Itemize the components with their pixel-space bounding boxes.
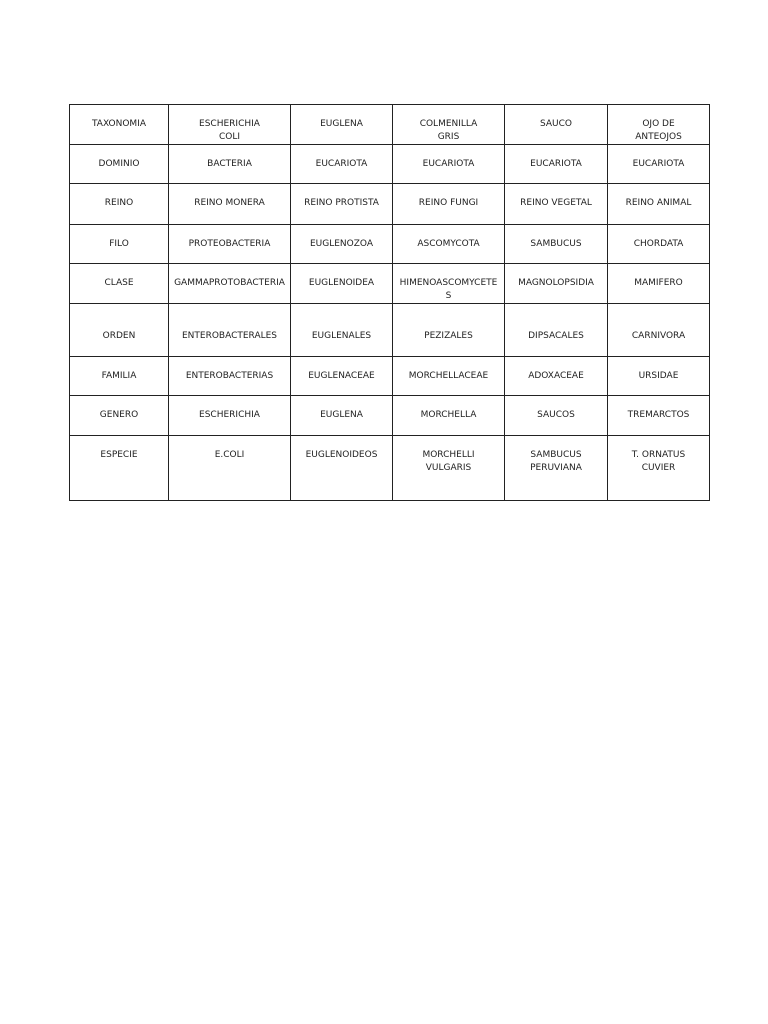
- table-row: [70, 264, 710, 304]
- cell-text: SAMBUCUS PERUVIANA: [530, 450, 582, 473]
- table-cell: [291, 184, 393, 225]
- table-cell: [505, 184, 608, 225]
- table-cell: [505, 264, 608, 304]
- cell-text: MORCHELLA: [420, 410, 477, 420]
- table-cell: [70, 357, 169, 396]
- table-cell: [393, 145, 505, 184]
- table-cell: [169, 304, 291, 357]
- table-cell: [393, 436, 505, 501]
- table-cell: [505, 396, 608, 436]
- table-cell: [505, 145, 608, 184]
- table-row: [70, 225, 710, 264]
- cell-text: REINO FUNGI: [418, 198, 479, 208]
- table-cell: [505, 225, 608, 264]
- cell-text: DIPSACALES: [528, 331, 584, 341]
- table-cell: [608, 304, 710, 357]
- cell-text: MORCHELLI VULGARIS: [422, 450, 475, 473]
- cell-text: REINO ANIMAL: [625, 198, 692, 208]
- table-cell: [70, 184, 169, 225]
- cell-text: ASCOMYCOTA: [417, 239, 480, 249]
- cell-text: EUCARIOTA: [530, 159, 582, 169]
- table-row: [70, 304, 710, 357]
- cell-text: REINO MONERA: [194, 198, 265, 208]
- cell-text: T. ORNATUS CUVIER: [631, 450, 686, 473]
- table-cell: [169, 396, 291, 436]
- table-cell: [291, 264, 393, 304]
- table-cell: [393, 264, 505, 304]
- table-cell: [70, 145, 169, 184]
- table-cell: [608, 184, 710, 225]
- cell-text: ENTEROBACTERALES: [181, 331, 278, 341]
- cell-text: TAXONOMIA: [91, 119, 147, 129]
- table-cell: [70, 396, 169, 436]
- cell-text: EUGLENA: [320, 119, 363, 129]
- table-cell: [169, 105, 291, 145]
- cell-text: ESCHERICHIA: [199, 410, 260, 420]
- table-cell: [70, 304, 169, 357]
- cell-text: EUGLENOZOA: [309, 239, 373, 249]
- table-cell: [70, 436, 169, 501]
- table-cell: [505, 304, 608, 357]
- table-cell: [70, 264, 169, 304]
- cell-text: SAUCO: [540, 119, 572, 129]
- cell-text: EUGLENA: [320, 410, 363, 420]
- cell-text: OJO DE ANTEOJOS: [635, 119, 682, 142]
- table-cell: [291, 105, 393, 145]
- cell-text: EUGLENACEAE: [308, 371, 375, 381]
- cell-text: COLMENILLA GRIS: [419, 119, 478, 142]
- cell-text: EUCARIOTA: [422, 159, 475, 169]
- table-row: [70, 145, 710, 184]
- table-cell: [169, 436, 291, 501]
- table-cell: [608, 264, 710, 304]
- cell-text: ADOXACEAE: [528, 371, 584, 381]
- cell-text: PEZIZALES: [424, 331, 473, 341]
- table-cell: [169, 225, 291, 264]
- cell-text: EUGLENOIDEA: [308, 278, 375, 288]
- cell-text: URSIDAE: [638, 371, 679, 381]
- table-row: [70, 357, 710, 396]
- cell-text: REINO VEGETAL: [520, 198, 592, 208]
- table-header-row: [70, 105, 710, 145]
- table-cell: [505, 436, 608, 501]
- cell-text: E.COLI: [214, 450, 245, 460]
- table-cell: [169, 264, 291, 304]
- cell-text: CHORDATA: [633, 239, 684, 249]
- table-cell: [291, 357, 393, 396]
- table-cell: [291, 304, 393, 357]
- table-cell: [169, 145, 291, 184]
- cell-text: EUCARIOTA: [632, 159, 685, 169]
- taxonomy-table: [69, 104, 710, 501]
- cell-text: SAUCOS: [537, 410, 575, 420]
- table-cell: [608, 145, 710, 184]
- table-cell: [169, 184, 291, 225]
- table-row: [70, 396, 710, 436]
- cell-text: ORDEN: [102, 331, 136, 341]
- cell-text: BACTERIA: [207, 159, 252, 169]
- table-cell: [393, 184, 505, 225]
- cell-text: HIMENOASCOMYCETE S: [399, 278, 498, 301]
- table-cell: [608, 105, 710, 145]
- cell-text: EUGLENALES: [311, 331, 372, 341]
- table-cell: [608, 436, 710, 501]
- cell-text: ENTEROBACTERIAS: [185, 371, 274, 381]
- table-cell: [291, 396, 393, 436]
- cell-text: PROTEOBACTERIA: [188, 239, 271, 249]
- cell-text: GENERO: [99, 410, 139, 420]
- table-row: [70, 436, 710, 501]
- table-row: [70, 184, 710, 225]
- table-cell: [291, 145, 393, 184]
- cell-text: DOMINIO: [98, 159, 140, 169]
- cell-text: CARNIVORA: [631, 331, 686, 341]
- table-cell: [70, 105, 169, 145]
- table-cell: [169, 357, 291, 396]
- cell-text: FILO: [109, 239, 129, 249]
- table-cell: [291, 436, 393, 501]
- cell-text: EUGLENOIDEOS: [305, 450, 378, 460]
- table-cell: [608, 225, 710, 264]
- cell-text: SAMBUCUS: [530, 239, 582, 249]
- table-cell: [393, 225, 505, 264]
- table-cell: [608, 357, 710, 396]
- cell-text: CLASE: [104, 278, 134, 288]
- cell-text: GAMMAPROTOBACTERIA: [174, 278, 285, 288]
- table-cell: [608, 396, 710, 436]
- cell-text: MAGNOLOPSIDIA: [518, 278, 594, 288]
- table-cell: [393, 304, 505, 357]
- table-cell: [291, 225, 393, 264]
- table-cell: [505, 357, 608, 396]
- table-cell: [70, 225, 169, 264]
- table-cell: [393, 357, 505, 396]
- cell-text: REINO PROTISTA: [304, 198, 379, 208]
- cell-text: FAMILIA: [101, 371, 137, 381]
- table-cell: [393, 105, 505, 145]
- cell-text: MAMIFERO: [634, 278, 683, 288]
- table-cell: [393, 396, 505, 436]
- cell-text: REINO: [104, 198, 134, 208]
- cell-text: ESCHERICHIA COLI: [199, 119, 260, 142]
- cell-text: TREMARCTOS: [627, 410, 690, 420]
- cell-text: EUCARIOTA: [315, 159, 368, 169]
- cell-text: MORCHELLACEAE: [408, 371, 489, 381]
- table-cell: [505, 105, 608, 145]
- cell-text: ESPECIE: [100, 450, 138, 460]
